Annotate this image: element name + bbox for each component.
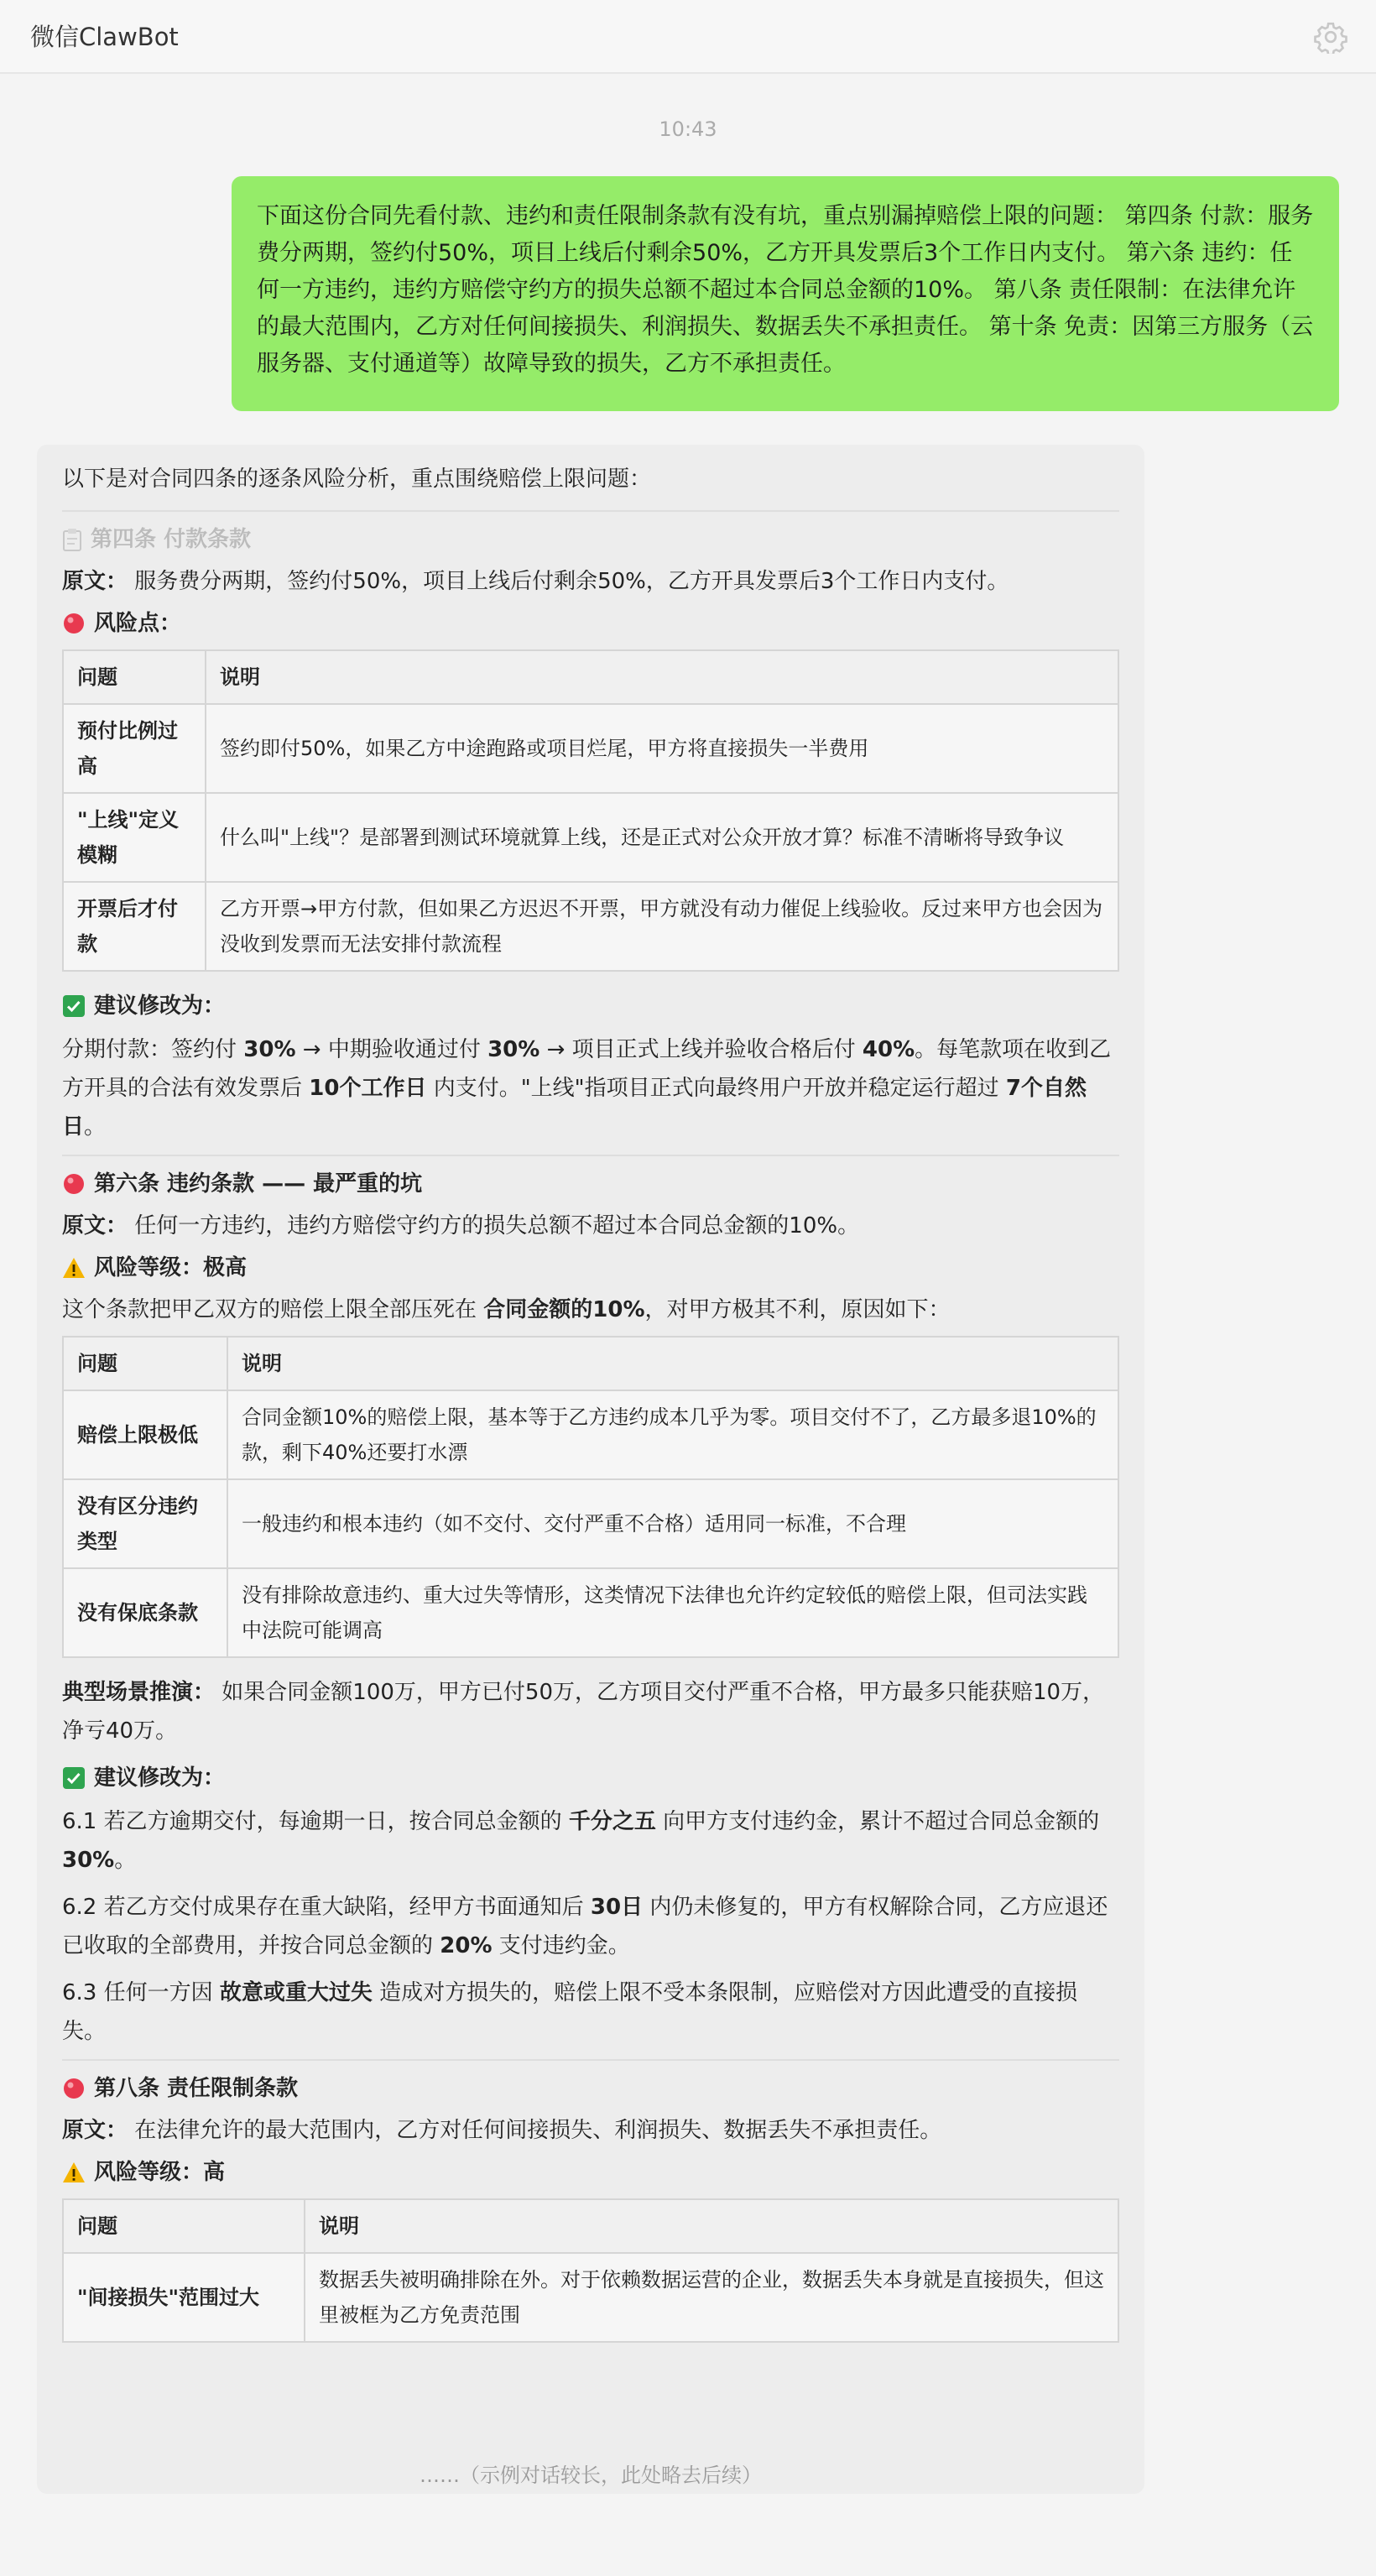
section-6-title: 第六条 违约条款 —— 最严重的坑 [94, 1171, 423, 1197]
clause-bold: 故意或重大过失 [219, 1980, 373, 2005]
check-mark-icon [62, 1766, 86, 1790]
table-row [63, 1479, 1118, 1568]
table-cell-issue: "间接损失"范围过大 [63, 2253, 305, 2342]
warning-icon [62, 2161, 86, 2183]
suggest-text: → 项目正式上线并验收合格后付 [539, 1037, 863, 1062]
table-row [63, 2253, 1118, 2342]
table-row [63, 704, 1118, 793]
section-6-table [62, 1336, 1119, 1658]
table-header-issue: 问题 [63, 1337, 227, 1390]
warning-icon [62, 1257, 86, 1279]
section-4-suggest-heading [62, 987, 1119, 1025]
clause-text: 造成对方损失的，赔偿上限不受本条限制，应赔偿对方因此遭受的直接损失。 [62, 1980, 1078, 2044]
title-bar [0, 0, 1376, 74]
clause-6-1 [62, 1802, 1119, 1880]
suggest-bold: 10个工作日 [309, 1076, 427, 1101]
section-4-title: 第四条 付款条款 [91, 527, 252, 552]
red-circle-icon [62, 1172, 86, 1196]
section-4-suggestion [62, 1030, 1119, 1146]
table-header-row [63, 2199, 1118, 2253]
section-6-scenario [62, 1673, 1119, 1750]
clause-bold: 千分之五 [568, 1809, 656, 1834]
suggest-text: → 中期验收通过付 [295, 1037, 488, 1062]
scenario-text: 如果合同金额100万，甲方已付50万，乙方项目交付严重不合格，甲方最多只能获赔10万，净亏40万。 [62, 1680, 1105, 1744]
bot-message-content [62, 460, 1119, 2450]
table-header-issue: 问题 [63, 2199, 305, 2253]
intro-text: ，对甲方极其不利，原因如下： [644, 1297, 951, 1322]
table-row [63, 882, 1118, 971]
divider [62, 510, 1119, 512]
table-header-desc: 说明 [227, 1337, 1118, 1390]
table-cell-desc: 合同金额10%的赔偿上限，基本等于乙方违约成本几乎为零。项目交付不了，乙方最多退10%的款，剩下40%还要打水漂 [227, 1390, 1118, 1479]
suggest-bold: 30% [487, 1037, 540, 1062]
section-4-table [62, 649, 1119, 972]
table-cell-issue: 赔偿上限极低 [63, 1390, 227, 1479]
scenario-label: 典型场景推演： [62, 1680, 216, 1705]
clause-bold: 30日 [590, 1895, 644, 1920]
suggest-label: 建议修改为： [94, 1765, 226, 1791]
original-text: 服务费分两期，签约付50%，项目上线后付剩余50%，乙方开具发票后3个工作日内支付。 [128, 569, 1009, 594]
red-circle-icon [62, 2077, 86, 2100]
clause-6-3 [62, 1974, 1119, 2051]
table-cell-issue: 没有区分违约类型 [63, 1479, 227, 1568]
suggest-bold: 40% [862, 1037, 915, 1062]
table-cell-desc: 没有排除故意违约、重大过失等情形，这类情况下法律也允许约定较低的赔偿上限，但司法实践中法院可能调高 [227, 1568, 1118, 1657]
suggest-text: 内支付。"上线"指项目正式向最终用户开放并稳定运行超过 [426, 1076, 1006, 1101]
bot-message-bubble[interactable] [37, 445, 1144, 2494]
table-row [63, 1390, 1118, 1479]
divider [62, 1155, 1119, 1156]
clause-text: 6.3 任何一方因 [62, 1980, 220, 2005]
section-8-table [62, 2198, 1119, 2343]
clause-text: 向甲方支付违约金，累计不超过合同总金额的 [655, 1809, 1100, 1834]
section-6-intro [62, 1291, 1119, 1329]
table-row [63, 1568, 1118, 1657]
section-6-level-heading [62, 1249, 1119, 1287]
section-4-heading [62, 520, 1119, 559]
clause-text: 6.1 若乙方逾期交付，每逾期一日，按合同总金额的 [62, 1809, 569, 1834]
user-message-bubble[interactable]: 下面这份合同先看付款、违约和责任限制条款有没有坑，重点别漏掉赔偿上限的问题： 第四条 付款：服务费分两期，签约付50%，项目上线后付剩余50%，乙方开具发票后3个工作日内支付。 第六条 违约：任何一方违约，违约方赔偿守约方的损失总额不超过本合同总金额的10%。 第八条 责任限制：在法律允许的最大范围内，乙方对任何间接损失、利润损失、数据丢失不承担责任。 第十条 免责：因第三方服务（云服务器、支付通道等）故障导致的损失，乙方不承担责任。 [232, 176, 1339, 411]
table-cell-issue: 没有保底条款 [63, 1568, 227, 1657]
clause-bold: 20% [440, 1933, 493, 1958]
table-cell-desc: 一般违约和根本违约（如不交付、交付严重不合格）适用同一标准，不合理 [227, 1479, 1118, 1568]
table-cell-issue: 开票后才付款 [63, 882, 206, 971]
suggest-bold: 30% [243, 1037, 296, 1062]
suggest-text: 。 [84, 1114, 107, 1139]
red-circle-icon [62, 612, 86, 635]
clipboard-icon [62, 528, 82, 551]
section-8-title: 第八条 责任限制条款 [94, 2076, 299, 2101]
clause-6-2 [62, 1888, 1119, 1965]
table-header-row [63, 1337, 1118, 1390]
table-cell-issue: "上线"定义模糊 [63, 793, 206, 882]
suggest-text: 分期付款：签约付 [62, 1037, 244, 1062]
section-8-heading [62, 2069, 1119, 2108]
intro-text: 这个条款把甲乙双方的赔偿上限全部压死在 [62, 1297, 484, 1322]
section-6-suggest-heading [62, 1759, 1119, 1797]
bot-intro: 以下是对合同四条的逐条风险分析，重点围绕赔偿上限问题： [62, 467, 652, 492]
table-cell-desc: 签约即付50%，如果乙方中途跑路或项目烂尾，甲方将直接损失一半费用 [206, 704, 1118, 793]
clause-bold: 30% [62, 1848, 115, 1873]
original-text: 在法律允许的最大范围内，乙方对任何间接损失、利润损失、数据丢失不承担责任。 [128, 2118, 942, 2143]
table-header-desc: 说明 [305, 2199, 1118, 2253]
section-4-original [62, 562, 1119, 601]
suggest-label: 建议修改为： [94, 993, 226, 1019]
original-text: 任何一方违约，违约方赔偿守约方的损失总额不超过本合同总金额的10%。 [128, 1213, 860, 1238]
check-mark-icon [62, 994, 86, 1018]
divider [62, 2059, 1119, 2061]
clause-text: 6.2 若乙方交付成果存在重大缺陷，经甲方书面通知后 [62, 1895, 591, 1920]
table-cell-desc: 什么叫"上线"？是部署到测试环境就算上线，还是正式对公众开放才算？标准不清晰将导致争议 [206, 793, 1118, 882]
suggest-text: 。每笔款项在收到乙方开具的合法有效发票后 [62, 1037, 1112, 1101]
table-cell-desc: 数据丢失被明确排除在外。对于依赖数据运营的企业，数据丢失本身就是直接损失，但这里被框为乙方免责范围 [305, 2253, 1118, 2342]
table-header-row [63, 650, 1118, 704]
section-8-level-heading [62, 2153, 1119, 2192]
message-timestamp: 10:43 [659, 117, 717, 141]
section-8-original [62, 2111, 1119, 2150]
risk-label: 风险点： [94, 611, 182, 636]
truncated-note: ……（示例对话较长，此处略去后续） [420, 2464, 762, 2487]
original-label: 原文： [62, 1213, 128, 1238]
risk-level: 风险等级：极高 [94, 1255, 248, 1280]
original-label: 原文： [62, 569, 128, 594]
table-header-desc: 说明 [206, 650, 1118, 704]
intro-bold: 合同金额的10% [483, 1297, 645, 1322]
section-4-risk-heading [62, 604, 1119, 643]
original-label: 原文： [62, 2118, 128, 2143]
section-6-heading [62, 1165, 1119, 1203]
table-row [63, 793, 1118, 882]
section-6-original [62, 1207, 1119, 1245]
clause-text: 支付违约金。 [492, 1933, 630, 1958]
clause-text: 。 [114, 1848, 137, 1873]
table-cell-issue: 预付比例过高 [63, 704, 206, 793]
gear-icon[interactable] [1314, 20, 1347, 54]
suggest-bold: 7个自然日 [62, 1076, 1087, 1139]
risk-level: 风险等级：高 [94, 2160, 226, 2185]
table-cell-desc: 乙方开票→甲方付款，但如果乙方迟迟不开票，甲方就没有动力催促上线验收。反过来甲方也会因为没收到发票而无法安排付款流程 [206, 882, 1118, 971]
app-title: 微信ClawBot [30, 23, 179, 51]
clause-text: 内仍未修复的，甲方有权解除合同，乙方应退还已收取的全部费用，并按合同总金额的 [62, 1895, 1108, 1958]
table-header-issue: 问题 [63, 650, 206, 704]
